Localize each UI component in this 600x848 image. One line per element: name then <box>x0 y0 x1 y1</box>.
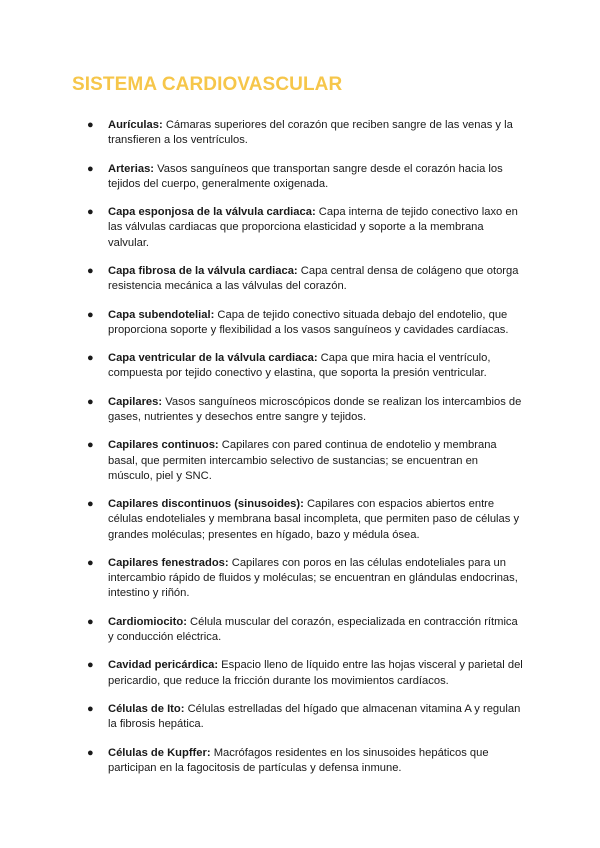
glossary-definition: Capa que mira hacia el ventrículo, compuesta por tejido conectivo y elastina, que soporta la presión ventricular. <box>108 352 491 380</box>
glossary-definition: Célula muscular del corazón, especializada en contracción rítmica y conducción eléctrica. <box>108 615 518 643</box>
glossary-entry <box>87 162 524 192</box>
glossary-term: Capa subendotelial: <box>108 308 215 321</box>
glossary-entry <box>87 118 524 148</box>
glossary-entry <box>87 497 524 543</box>
glossary-definition: Macrófagos residentes en los sinusoides hepáticos que participan en la fagocitosis de partículas y defensa inmune. <box>108 746 489 774</box>
glossary-term: Aurículas: <box>108 119 163 131</box>
glossary-entry <box>87 395 524 425</box>
glossary-term: Capilares fenestrados: <box>108 556 229 569</box>
bullet-icon: ● <box>87 264 94 277</box>
glossary-definition: Vasos sanguíneos microscópicos donde se realizan los intercambios de gases, nutrientes y desechos entre sangre y tejidos. <box>108 395 522 423</box>
glossary-definition: Capilares con pared continua de endotelio y membrana basal, que permiten intercambio selectivo de sustancias; se encuentran en músculo, piel y SNC. <box>108 439 497 482</box>
glossary-definition: Vasos sanguíneos que transportan sangre desde el corazón hacia los tejidos del cuerpo, generalmente oxigenada. <box>108 162 503 190</box>
glossary-term: Capilares: <box>108 395 163 408</box>
document-title: SISTEMA CARDIOVASCULAR <box>72 74 343 95</box>
glossary-term: Capilares continuos: <box>108 439 219 452</box>
glossary-entry <box>87 746 524 776</box>
bullet-icon: ● <box>87 352 94 365</box>
glossary-definition: Capa central densa de colágeno que otorga resistencia mecánica a las válvulas del corazón. <box>108 264 519 293</box>
bullet-icon: ● <box>87 395 94 408</box>
glossary-definition: Espacio lleno de líquido entre las hojas visceral y parietal del pericardio, que reduce la fricción durante los movimientos cardíacos. <box>108 659 523 687</box>
glossary-definition: Capilares con poros en las células endoteliales para un intercambio rápido de fluidos y moléculas; se encuentran en glándulas endocrinas, intestino y riñón. <box>108 556 518 600</box>
glossary-definition: Cámaras superiores del corazón que reciben sangre de las venas y la transfieren a los ventrículos. <box>108 119 513 147</box>
bullet-icon: ● <box>87 556 94 569</box>
bullet-icon: ● <box>87 746 94 759</box>
glossary-term: Cavidad pericárdica: <box>108 659 219 672</box>
glossary-entry <box>87 308 524 338</box>
glossary-entry <box>87 205 524 251</box>
glossary-term: Cardiomiocito: <box>108 615 187 628</box>
glossary-list <box>0 118 600 789</box>
glossary-entry <box>87 702 524 732</box>
glossary-entry <box>87 264 524 294</box>
glossary-term: Células de Ito: <box>108 702 185 715</box>
glossary-entry <box>87 658 524 688</box>
glossary-entry <box>87 615 524 645</box>
glossary-term: Arterias: <box>108 162 155 175</box>
glossary-definition: Capa interna de tejido conectivo laxo en las válvulas cardiacas que proporciona elasticidad y soporte a la membrana valvular. <box>108 206 518 249</box>
bullet-icon: ● <box>87 659 94 672</box>
glossary-term: Capa ventricular de la válvula cardiaca: <box>108 352 318 365</box>
glossary-entry <box>87 438 524 484</box>
glossary-entry <box>87 556 524 602</box>
bullet-icon: ● <box>87 119 94 131</box>
glossary-definition: Capilares con espacios abiertos entre células endoteliales y membrana basal incompleta, que permiten paso de células y grandes moléculas; presentes en hígado, bazo y médula ósea. <box>108 498 520 541</box>
bullet-icon: ● <box>87 702 94 715</box>
bullet-icon: ● <box>87 615 94 628</box>
bullet-icon: ● <box>87 498 94 511</box>
glossary-definition: Capa de tejido conectivo situada debajo del endotelio, que proporciona soporte y flexibilidad a los vasos sanguíneos y cavidades cardíacas. <box>108 308 509 336</box>
bullet-icon: ● <box>87 439 94 452</box>
glossary-term: Células de Kupffer: <box>108 746 211 759</box>
glossary-entry <box>87 351 524 381</box>
glossary-term: Capa fibrosa de la válvula cardiaca: <box>108 264 298 277</box>
bullet-icon: ● <box>87 206 94 219</box>
bullet-icon: ● <box>87 162 94 175</box>
glossary-term: Capilares discontinuos (sinusoides): <box>108 498 304 511</box>
glossary-definition: Células estrelladas del hígado que almacenan vitamina A y regulan la fibrosis hepática. <box>108 702 521 731</box>
glossary-term: Capa esponjosa de la válvula cardiaca: <box>108 206 316 219</box>
bullet-icon: ● <box>87 308 94 321</box>
